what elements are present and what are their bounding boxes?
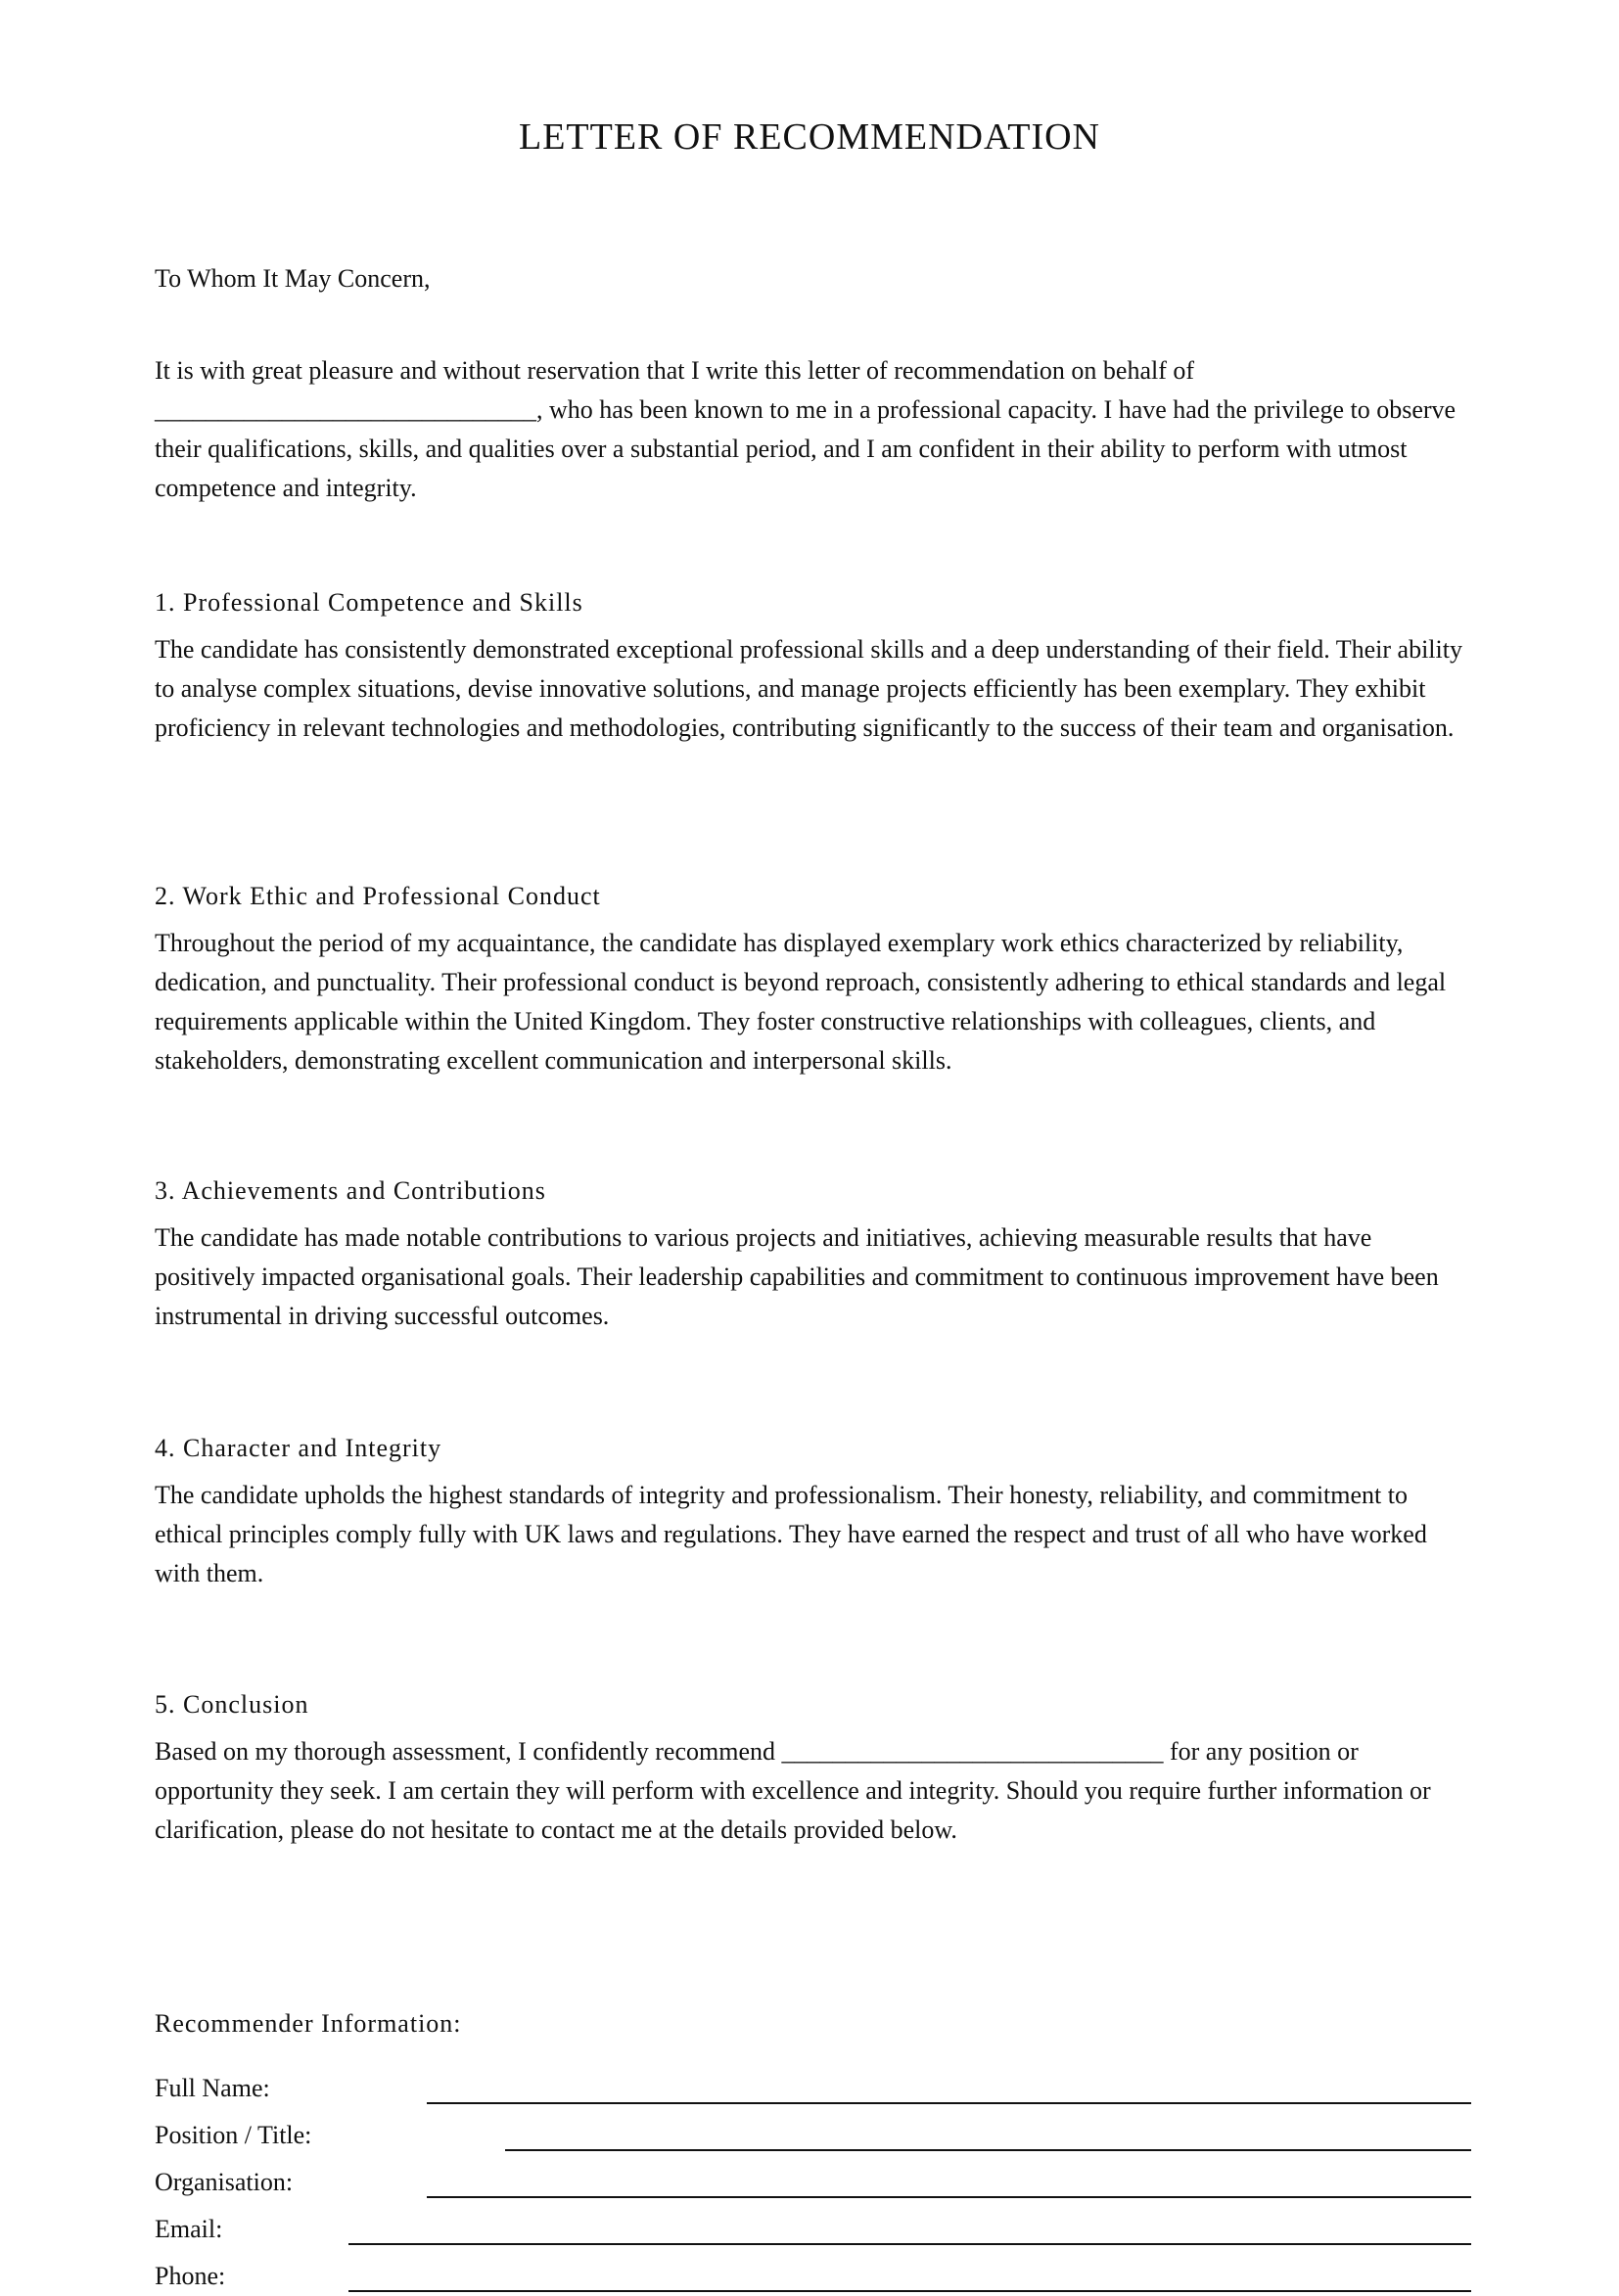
section-body-competence: The candidate has consistently demonstrated exceptional professional skills and a deep understanding of their field. Their ability to analyse complex situations, devise innovative solutions, and manage projects efficiently has been exemplary. They exhibit proficiency in relevant technologies and methodologies, contributing significantly to the success of their team and organisation.: [155, 635, 1462, 742]
full-name-line[interactable]: [427, 2102, 1471, 2104]
section-body-character: The candidate upholds the highest standards of integrity and professionalism. Their honesty, reliability, and commitment to ethical principles comply fully with UK laws and regulations. They have earned the respect and trust of all who have worked with them.: [155, 1481, 1427, 1587]
section-heading-conclusion: 5. Conclusion: [155, 1690, 309, 1719]
phone-line[interactable]: [348, 2290, 1471, 2292]
recommender-heading: Recommender Information:: [155, 2009, 462, 2038]
position-title-line[interactable]: [505, 2149, 1471, 2151]
section-heading-character: 4. Character and Integrity: [155, 1434, 442, 1462]
section-body-work-ethic: Throughout the period of my acquaintance, the candidate has displayed exemplary work ethics characterized by reliability, dedication, and punctuality. Their professional conduct is beyond reproach, consistently adhering to ethical standards and legal requirements applicable within the United Kingdom. They foster constructive relationships with colleagues, clients, and stakeholders, demonstrating excellent communication and interpersonal skills.: [155, 929, 1447, 1075]
section-body-conclusion: Based on my thorough assessment, I confidently recommend ______________________________ for any position or opportunity they seek. I am certain they will perform with excellence and integrity. Should you require further information or clarification, please do not hesitate to contact me at the details provided below.: [155, 1737, 1431, 1844]
position-title-label: Position / Title:: [155, 2121, 312, 2149]
email-line[interactable]: [348, 2243, 1471, 2245]
full-name-label: Full Name:: [155, 2074, 270, 2102]
email-label: Email:: [155, 2215, 223, 2243]
document-title: LETTER OF RECOMMENDATION: [519, 116, 1100, 158]
organisation-line[interactable]: [427, 2196, 1471, 2198]
salutation: To Whom It May Concern,: [155, 264, 431, 293]
phone-label: Phone:: [155, 2262, 226, 2290]
section-body-achievements: The candidate has made notable contributions to various projects and initiatives, achieving measurable results that have positively impacted organisational goals. Their leadership capabilities and commitment to continuous improvement have been instrumental in driving successful outcomes.: [155, 1223, 1439, 1330]
organisation-label: Organisation:: [155, 2168, 294, 2196]
section-heading-competence: 1. Professional Competence and Skills: [155, 588, 583, 617]
section-heading-achievements: 3. Achievements and Contributions: [155, 1176, 546, 1205]
intro-paragraph: It is with great pleasure and without reservation that I write this letter of recommendation on behalf of ______________________________, who has been known to me in a professional capacity. I have had the privilege to observe their qualifications, skills, and qualities over a substantial period, and I am confident in their ability to perform with utmost competence and integrity.: [155, 356, 1457, 502]
section-heading-work-ethic: 2. Work Ethic and Professional Conduct: [155, 882, 601, 910]
